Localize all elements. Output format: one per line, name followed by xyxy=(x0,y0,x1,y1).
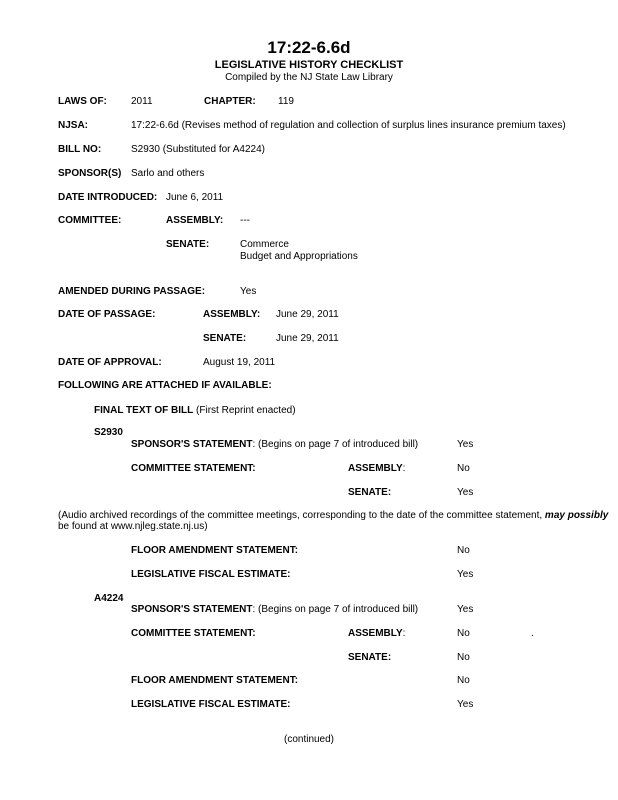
bill-no-value: S2930 (Substituted for A4224) xyxy=(131,144,265,155)
s2930-assembly-label: ASSEMBLY xyxy=(348,463,403,474)
sponsors-label: SPONSOR(S) xyxy=(58,168,122,179)
njsa-value: 17:22-6.6d (Revises method of regulation and collection of surplus lines insurance premium taxes) xyxy=(131,120,566,131)
committee-senate-label: SENATE: xyxy=(166,239,210,250)
chapter-value: 119 xyxy=(278,96,294,107)
passage-assembly-value: June 29, 2011 xyxy=(276,309,339,320)
s2930-sponsor-statement-note: : (Begins on page 7 of introduced bill) xyxy=(252,439,419,450)
a4224-floor-amendment-label: FLOOR AMENDMENT STATEMENT: xyxy=(131,675,299,686)
date-introduced-value: June 6, 2011 xyxy=(166,192,224,203)
a4224-committee-statement-label: COMMITTEE STATEMENT: xyxy=(131,628,256,639)
s2930-fiscal-estimate-label: LEGISLATIVE FISCAL ESTIMATE: xyxy=(131,569,291,580)
njsa-label: NJSA: xyxy=(58,120,89,131)
a4224-assembly-value: No xyxy=(457,628,470,639)
a4224-senate-label: SENATE: xyxy=(348,652,392,663)
a4224-bill-label: A4224 xyxy=(94,593,124,604)
compiled-by: Compiled by the NJ State Law Library xyxy=(225,72,393,83)
page-title: 17:22-6.6d xyxy=(267,38,351,57)
continued-note: (continued) xyxy=(283,734,335,745)
sponsors-value: Sarlo and others xyxy=(131,168,205,179)
audio-note-emphasis: may possibly xyxy=(544,510,609,521)
date-of-approval-value: August 19, 2011 xyxy=(203,357,276,368)
s2930-sponsor-statement xyxy=(131,439,418,451)
a4224-senate-value: No xyxy=(457,652,470,663)
audio-note-line-2: be found at www.njleg.state.nj.us) xyxy=(58,521,208,532)
committee-senate-value-1: Commerce xyxy=(240,239,289,250)
a4224-assembly-label: ASSEMBLY xyxy=(348,628,403,639)
final-text-label: FINAL TEXT OF BILL xyxy=(94,405,194,416)
s2930-senate-value: Yes xyxy=(457,487,474,498)
laws-of-value: 2011 xyxy=(131,96,153,107)
passage-senate-label: SENATE: xyxy=(203,333,247,344)
laws-of-label: LAWS OF: xyxy=(58,96,107,107)
a4224-sponsor-statement xyxy=(131,604,418,616)
amended-value: Yes xyxy=(240,286,257,297)
chapter-label: CHAPTER: xyxy=(204,96,256,107)
amended-label: AMENDED DURING PASSAGE: xyxy=(58,286,206,297)
s2930-floor-amendment-value: No xyxy=(457,545,470,556)
committee-assembly-label: ASSEMBLY: xyxy=(166,215,224,226)
s2930-sponsor-statement-value: Yes xyxy=(457,439,474,450)
a4224-assembly-trailing: . xyxy=(531,628,534,639)
s2930-assembly-colon: : xyxy=(402,463,406,474)
a4224-fiscal-estimate-value: Yes xyxy=(457,699,474,710)
passage-senate-value: June 29, 2011 xyxy=(276,333,339,344)
a4224-sponsor-statement-value: Yes xyxy=(457,604,474,615)
s2930-floor-amendment-label: FLOOR AMENDMENT STATEMENT: xyxy=(131,545,299,556)
date-introduced-label: DATE INTRODUCED: xyxy=(58,192,158,203)
a4224-floor-amendment-value: No xyxy=(457,675,470,686)
s2930-sponsor-statement-label: SPONSOR'S STATEMENT xyxy=(131,439,253,450)
date-of-approval-label: DATE OF APPROVAL: xyxy=(58,357,162,368)
audio-note-text: (Audio archived recordings of the committee meetings, corresponding to the date of the committee statement, xyxy=(58,510,545,521)
attached-heading: FOLLOWING ARE ATTACHED IF AVAILABLE: xyxy=(58,380,272,391)
s2930-committee-statement-label: COMMITTEE STATEMENT: xyxy=(131,463,256,474)
committee-assembly-value: --- xyxy=(240,215,250,226)
date-of-passage-label: DATE OF PASSAGE: xyxy=(58,309,156,320)
s2930-assembly-value: No xyxy=(457,463,470,474)
passage-assembly-label: ASSEMBLY: xyxy=(203,309,261,320)
s2930-bill-label: S2930 xyxy=(94,427,123,438)
a4224-sponsor-statement-note: : (Begins on page 7 of introduced bill) xyxy=(252,604,419,615)
a4224-fiscal-estimate-label: LEGISLATIVE FISCAL ESTIMATE: xyxy=(131,699,291,710)
a4224-assembly xyxy=(348,628,405,640)
s2930-senate-label: SENATE: xyxy=(348,487,392,498)
a4224-assembly-colon: : xyxy=(402,628,406,639)
bill-no-label: BILL NO: xyxy=(58,144,102,155)
committee-senate-value-2: Budget and Appropriations xyxy=(240,251,358,262)
checklist-subtitle: LEGISLATIVE HISTORY CHECKLIST xyxy=(214,59,404,71)
final-text-row xyxy=(94,405,296,417)
s2930-assembly xyxy=(348,463,405,475)
final-text-note: (First Reprint enacted) xyxy=(196,405,296,416)
a4224-sponsor-statement-label: SPONSOR'S STATEMENT xyxy=(131,604,253,615)
committee-label: COMMITTEE: xyxy=(58,215,122,226)
s2930-fiscal-estimate-value: Yes xyxy=(457,569,474,580)
